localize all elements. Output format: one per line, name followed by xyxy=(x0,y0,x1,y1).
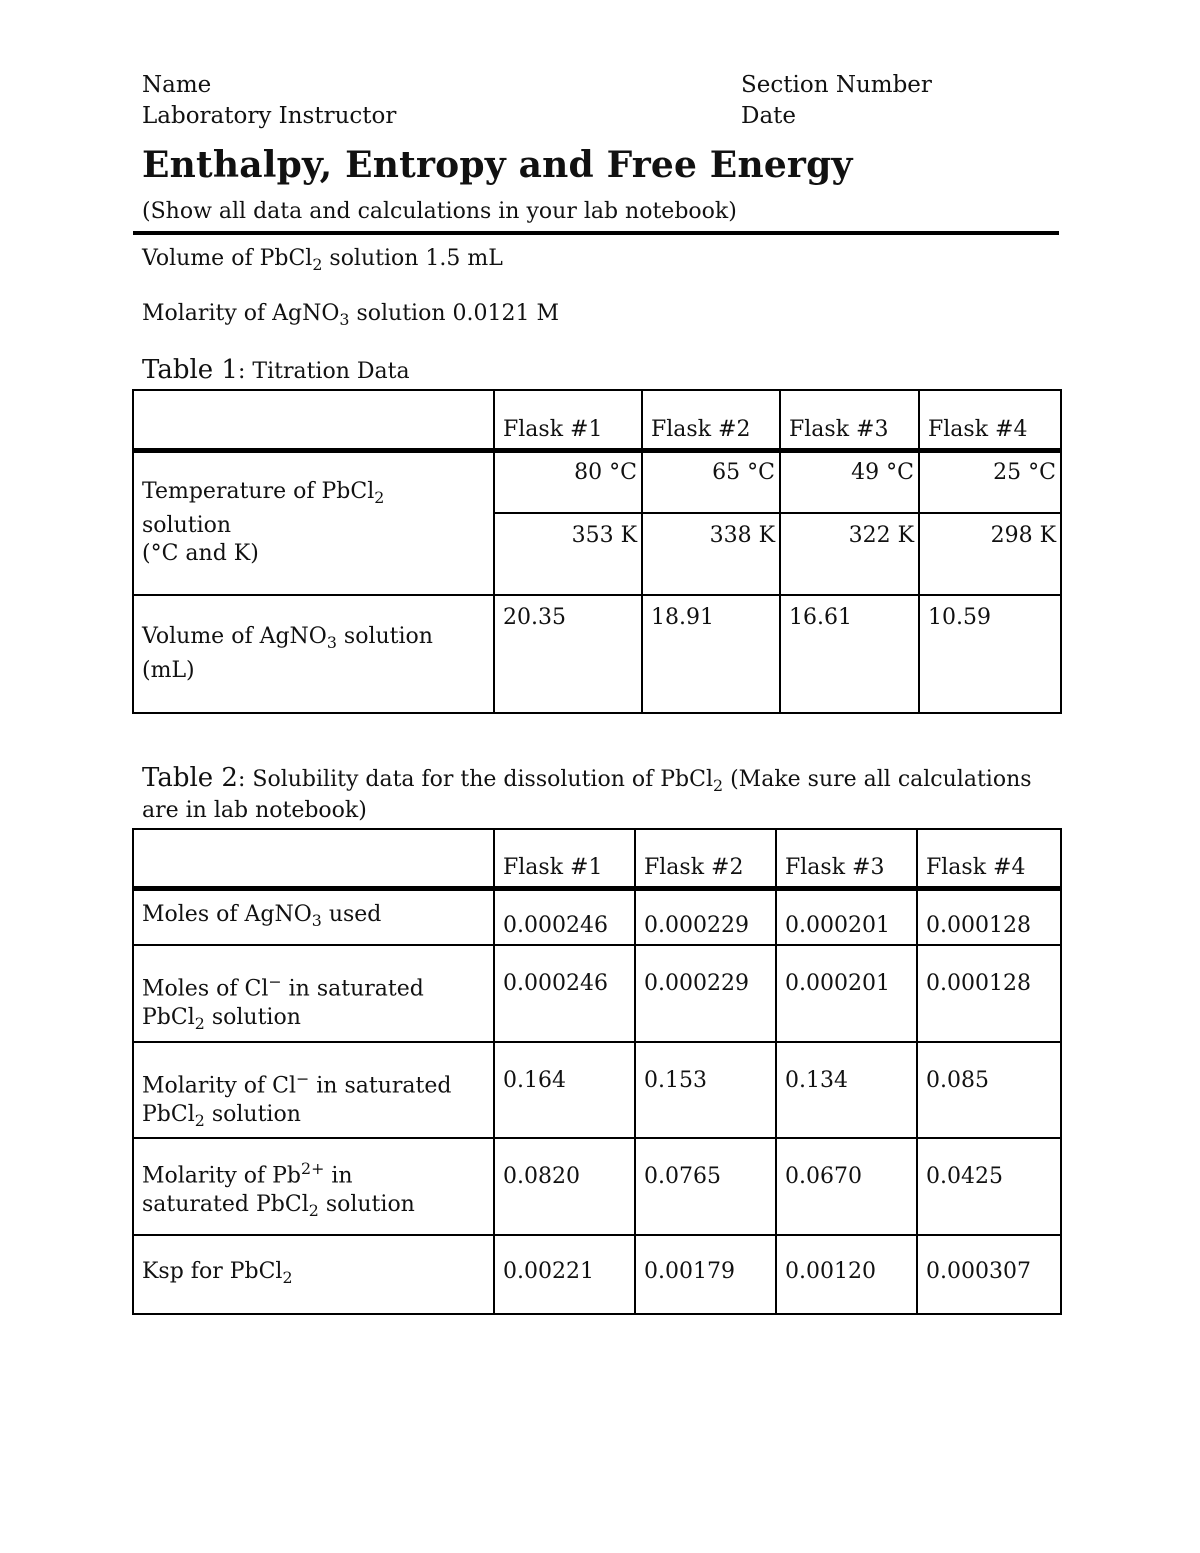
table-row xyxy=(133,1138,1061,1235)
table-header-cell: Flask #2 xyxy=(642,390,780,450)
table2-caption-line2: are in lab notebook) xyxy=(142,798,367,823)
page-title: Enthalpy, Entropy and Free Energy xyxy=(142,144,853,186)
table-cell: 0.134 xyxy=(776,1042,917,1138)
table-cell: 0.000307 xyxy=(917,1235,1061,1314)
table-cell: 0.0425 xyxy=(917,1138,1061,1235)
row-label: Molarity of $Pb^{2+}$ in saturated PbCl$_2$ solution xyxy=(133,1138,494,1235)
table-cell: 0.00221 xyxy=(494,1235,635,1314)
table-row xyxy=(133,1235,1061,1314)
row-label: Moles of AgNO$_3$ used xyxy=(133,888,494,945)
table-row xyxy=(133,888,1061,945)
row-label: Molarity of Cl− in saturated PbCl$_2$ solution xyxy=(133,1042,494,1138)
table-cell: 0.000246 xyxy=(494,945,635,1042)
page-subtitle: (Show all data and calculations in your lab notebook) xyxy=(142,199,737,224)
table-cell: 0.164 xyxy=(494,1042,635,1138)
name-label: Name xyxy=(142,72,212,98)
table-cell: 0.0820 xyxy=(494,1138,635,1235)
titration-data-table xyxy=(132,389,1062,714)
row-label: Ksp for PbCl$_2$ xyxy=(133,1235,494,1314)
table-cell: 322 K xyxy=(780,513,919,595)
table-cell: 16.61 xyxy=(780,595,919,713)
pbcl2-volume-line: Volume of PbCl$_2$ solution 1.5 mL xyxy=(142,246,503,274)
table-cell: 0.000229 xyxy=(635,888,776,945)
solubility-data-table xyxy=(132,828,1062,1315)
table2-caption: Table 2: Solubility data for the dissolution of PbCl$_2$ (Make sure all calculations xyxy=(142,763,1032,795)
table-corner-cell xyxy=(133,829,494,888)
table-cell: 18.91 xyxy=(642,595,780,713)
table-header-row xyxy=(133,390,1061,450)
row-label: Temperature of PbCl$_2$ solution (°C and K) xyxy=(133,450,494,595)
table-cell: 25 °C xyxy=(919,450,1061,513)
row-label: Moles of Cl− in saturated PbCl$_2$ solution xyxy=(133,945,494,1042)
table-header-cell: Flask #3 xyxy=(776,829,917,888)
table-cell: 338 K xyxy=(642,513,780,595)
table-header-cell: Flask #2 xyxy=(635,829,776,888)
table-header-cell: Flask #1 xyxy=(494,829,635,888)
table-header-cell: Flask #4 xyxy=(917,829,1061,888)
table-cell: 0.000246 xyxy=(494,888,635,945)
table-cell: 0.000201 xyxy=(776,945,917,1042)
table-cell: 65 °C xyxy=(642,450,780,513)
table-cell: 20.35 xyxy=(494,595,642,713)
table-cell: 0.0765 xyxy=(635,1138,776,1235)
table-cell: 10.59 xyxy=(919,595,1061,713)
table-row xyxy=(133,450,1061,513)
table-corner-cell xyxy=(133,390,494,450)
instructor-label: Laboratory Instructor xyxy=(142,103,397,129)
table-cell: 49 °C xyxy=(780,450,919,513)
table-cell: 0.085 xyxy=(917,1042,1061,1138)
table-row xyxy=(133,595,1061,713)
table-cell: 0.000128 xyxy=(917,888,1061,945)
title-divider xyxy=(133,231,1059,235)
table-cell: 0.000201 xyxy=(776,888,917,945)
table-cell: 0.000128 xyxy=(917,945,1061,1042)
table-header-cell: Flask #4 xyxy=(919,390,1061,450)
table-cell: 0.000229 xyxy=(635,945,776,1042)
table-cell: 0.00179 xyxy=(635,1235,776,1314)
table-cell: 0.00120 xyxy=(776,1235,917,1314)
table-cell: 0.153 xyxy=(635,1042,776,1138)
table-cell: 298 K xyxy=(919,513,1061,595)
agno3-molarity-line: Molarity of AgNO$_3$ solution 0.0121 M xyxy=(142,301,559,329)
section-number-label: Section Number xyxy=(741,72,932,98)
table-header-cell: Flask #3 xyxy=(780,390,919,450)
table-row xyxy=(133,1042,1061,1138)
table1-caption: Table 1: Titration Data xyxy=(142,355,410,385)
table-row xyxy=(133,945,1061,1042)
table-cell: 0.0670 xyxy=(776,1138,917,1235)
table-header-cell: Flask #1 xyxy=(494,390,642,450)
table-header-row xyxy=(133,829,1061,888)
table-cell: 80 °C xyxy=(494,450,642,513)
date-label: Date xyxy=(741,103,797,129)
row-label: Volume of AgNO$_3$ solution (mL) xyxy=(133,595,494,713)
table-cell: 353 K xyxy=(494,513,642,595)
